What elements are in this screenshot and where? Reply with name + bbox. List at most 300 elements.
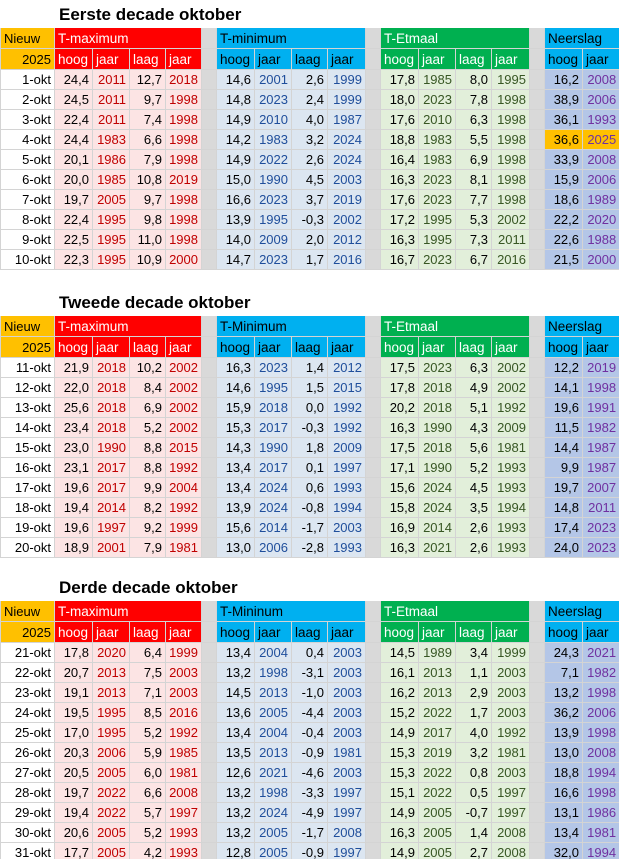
tmin-high[interactable]: 14,6	[217, 378, 255, 398]
neerslag-jaar-label[interactable]: jaar	[583, 49, 619, 70]
neerslag-year[interactable]: 1989	[583, 190, 619, 210]
date-cell[interactable]: 30-okt	[1, 823, 55, 843]
tmin-header[interactable]: T-Mininum	[217, 601, 366, 622]
tmin-high[interactable]: 13,4	[217, 643, 255, 663]
separator-cell[interactable]	[366, 358, 381, 378]
neerslag-year[interactable]: 1998	[583, 783, 619, 803]
neerslag-year[interactable]: 1998	[583, 723, 619, 743]
neerslag-year[interactable]: 2006	[583, 703, 619, 723]
tmax-high[interactable]: 22,5	[55, 230, 93, 250]
tetm-low[interactable]: 4,9	[456, 378, 492, 398]
tmax-low[interactable]: 6,9	[130, 398, 166, 418]
tmin-high-year[interactable]: 2004	[255, 643, 292, 663]
tetm-low[interactable]: 8,0	[456, 70, 492, 90]
tmin-low[interactable]: -0,3	[292, 418, 328, 438]
section-title[interactable]: Tweede decade oktober	[59, 293, 251, 312]
tmin-high[interactable]: 13,5	[217, 743, 255, 763]
tmin-low[interactable]: -0,3	[292, 210, 328, 230]
tetm-high[interactable]: 16,3	[381, 230, 419, 250]
tetm-high[interactable]: 16,2	[381, 683, 419, 703]
separator-cell[interactable]	[366, 643, 381, 663]
tetm-high-year[interactable]: 2017	[419, 723, 456, 743]
neerslag-header[interactable]: Neerslag	[545, 28, 619, 49]
tmax-high[interactable]: 20,7	[55, 663, 93, 683]
tmin-laag-label[interactable]: laag	[292, 49, 328, 70]
date-cell[interactable]: 1-okt	[1, 70, 55, 90]
neerslag-year[interactable]: 2008	[583, 743, 619, 763]
tmax-high[interactable]: 24,4	[55, 70, 93, 90]
separator-cell[interactable]	[530, 358, 545, 378]
neerslag-jaar-label[interactable]: jaar	[583, 622, 619, 643]
neerslag-high[interactable]: 9,9	[545, 458, 583, 478]
tmax-high[interactable]: 20,3	[55, 743, 93, 763]
tmin-high[interactable]: 14,6	[217, 70, 255, 90]
tmin-low[interactable]: -0,4	[292, 723, 328, 743]
tetm-high-year[interactable]: 2023	[419, 358, 456, 378]
neerslag-header[interactable]: Neerslag	[545, 601, 619, 622]
tmin-low[interactable]: -3,3	[292, 783, 328, 803]
tetm-high-year[interactable]: 1990	[419, 458, 456, 478]
tetm-high[interactable]: 17,1	[381, 458, 419, 478]
tetm-low-year[interactable]: 1998	[492, 90, 530, 110]
tmax-low[interactable]: 9,9	[130, 478, 166, 498]
tmax-low-year[interactable]: 1992	[166, 723, 202, 743]
separator-cell[interactable]	[530, 478, 545, 498]
tmin-jaar-label[interactable]: jaar	[255, 49, 292, 70]
tmax-low-year[interactable]: 2008	[166, 783, 202, 803]
tmin-high[interactable]: 14,2	[217, 130, 255, 150]
tmin-jaar-label[interactable]: jaar	[255, 622, 292, 643]
neerslag-high[interactable]: 18,8	[545, 763, 583, 783]
separator-cell[interactable]	[366, 398, 381, 418]
separator-cell[interactable]	[366, 190, 381, 210]
date-cell[interactable]: 12-okt	[1, 378, 55, 398]
tmax-low[interactable]: 9,7	[130, 190, 166, 210]
tetm-high[interactable]: 14,9	[381, 843, 419, 859]
separator-cell[interactable]	[530, 763, 545, 783]
neerslag-high[interactable]: 16,6	[545, 783, 583, 803]
date-cell[interactable]: 16-okt	[1, 458, 55, 478]
tmin-high-year[interactable]: 2005	[255, 703, 292, 723]
separator-cell[interactable]	[530, 378, 545, 398]
tetm-high[interactable]: 16,3	[381, 823, 419, 843]
tmax-low[interactable]: 12,7	[130, 70, 166, 90]
tetm-low-year[interactable]: 2003	[492, 763, 530, 783]
tetm-low-year[interactable]: 1981	[492, 438, 530, 458]
tmax-high[interactable]: 24,5	[55, 90, 93, 110]
tetm-low[interactable]: 2,6	[456, 538, 492, 558]
separator-cell[interactable]	[366, 438, 381, 458]
tmin-low[interactable]: 1,4	[292, 358, 328, 378]
neerslag-high[interactable]: 36,6	[545, 130, 583, 150]
tetm-low[interactable]: 1,4	[456, 823, 492, 843]
tmin-low[interactable]: 2,6	[292, 150, 328, 170]
neerslag-high[interactable]: 14,8	[545, 498, 583, 518]
neerslag-high[interactable]: 36,1	[545, 110, 583, 130]
tmax-high-year[interactable]: 1997	[93, 518, 130, 538]
date-cell[interactable]: 8-okt	[1, 210, 55, 230]
tmin-hoog-label[interactable]: hoog	[217, 337, 255, 358]
tetm-high[interactable]: 17,2	[381, 210, 419, 230]
tetm-low-year[interactable]: 2011	[492, 230, 530, 250]
neerslag-high[interactable]: 22,2	[545, 210, 583, 230]
tetm-low[interactable]: 6,3	[456, 110, 492, 130]
tetm-low-year[interactable]: 1998	[492, 110, 530, 130]
tetm-low[interactable]: 0,8	[456, 763, 492, 783]
tmin-low[interactable]: 0,0	[292, 398, 328, 418]
tetm-high-year[interactable]: 2018	[419, 438, 456, 458]
tmax-low-year[interactable]: 2003	[166, 683, 202, 703]
date-cell[interactable]: 29-okt	[1, 803, 55, 823]
neerslag-high[interactable]: 12,2	[545, 358, 583, 378]
separator-cell[interactable]	[366, 478, 381, 498]
date-cell[interactable]: 3-okt	[1, 110, 55, 130]
tmax-low-year[interactable]: 1998	[166, 190, 202, 210]
separator-cell[interactable]	[202, 190, 217, 210]
tmin-low-year[interactable]: 2024	[328, 150, 366, 170]
separator-cell[interactable]	[202, 230, 217, 250]
neerslag-high[interactable]: 13,1	[545, 803, 583, 823]
tmin-high-year[interactable]: 2017	[255, 418, 292, 438]
tmin-low[interactable]: -1,0	[292, 683, 328, 703]
tmin-high[interactable]: 14,3	[217, 438, 255, 458]
tetm-low-year[interactable]: 1993	[492, 518, 530, 538]
tetm-high-year[interactable]: 2022	[419, 763, 456, 783]
tetm-high-year[interactable]: 2005	[419, 823, 456, 843]
tmin-low[interactable]: -2,8	[292, 538, 328, 558]
separator-cell[interactable]	[530, 823, 545, 843]
tmin-low[interactable]: 1,8	[292, 438, 328, 458]
tetm-low-year[interactable]: 1994	[492, 498, 530, 518]
neerslag-year[interactable]: 2023	[583, 518, 619, 538]
tmax-low[interactable]: 10,9	[130, 250, 166, 270]
tetm-low-year[interactable]: 1998	[492, 170, 530, 190]
tmax-low[interactable]: 6,4	[130, 643, 166, 663]
tmax-low-year[interactable]: 1992	[166, 498, 202, 518]
tmin-high[interactable]: 13,4	[217, 458, 255, 478]
tetm-low-year[interactable]: 2009	[492, 418, 530, 438]
separator-cell[interactable]	[366, 378, 381, 398]
nieuw-label[interactable]: Nieuw	[1, 28, 55, 49]
tmax-high-year[interactable]: 1995	[93, 230, 130, 250]
neerslag-high[interactable]: 14,1	[545, 378, 583, 398]
tmax-low-year[interactable]: 2016	[166, 703, 202, 723]
tmax-low[interactable]: 9,7	[130, 90, 166, 110]
tetm-high-year[interactable]: 1983	[419, 130, 456, 150]
neerslag-high[interactable]: 15,9	[545, 170, 583, 190]
tmax-high[interactable]: 17,8	[55, 643, 93, 663]
separator-cell[interactable]	[202, 418, 217, 438]
tmin-low[interactable]: 3,2	[292, 130, 328, 150]
tmax-jaar-label[interactable]: jaar	[166, 49, 202, 70]
separator-cell[interactable]	[202, 783, 217, 803]
tmin-low-year[interactable]: 2003	[328, 170, 366, 190]
section-title[interactable]: Derde decade oktober	[59, 578, 238, 597]
separator-cell[interactable]	[530, 643, 545, 663]
neerslag-year[interactable]: 1988	[583, 230, 619, 250]
tetm-low[interactable]: 5,1	[456, 398, 492, 418]
tmax-high[interactable]: 25,6	[55, 398, 93, 418]
neerslag-year[interactable]: 2021	[583, 643, 619, 663]
tetm-jaar-label[interactable]: jaar	[492, 49, 530, 70]
tmax-low-year[interactable]: 2018	[166, 70, 202, 90]
separator-cell[interactable]	[202, 823, 217, 843]
tetm-low-year[interactable]: 1998	[492, 130, 530, 150]
tmax-high-year[interactable]: 2005	[93, 843, 130, 859]
neerslag-year[interactable]: 1994	[583, 843, 619, 859]
separator-cell[interactable]	[366, 803, 381, 823]
tetm-low-year[interactable]: 1997	[492, 803, 530, 823]
neerslag-header[interactable]: Neerslag	[545, 316, 619, 337]
tetm-jaar-label[interactable]: jaar	[492, 337, 530, 358]
separator-cell[interactable]	[530, 316, 545, 337]
tetm-low-year[interactable]: 2003	[492, 683, 530, 703]
tmin-low-year[interactable]: 2003	[328, 663, 366, 683]
tetm-jaar-label[interactable]: jaar	[419, 49, 456, 70]
tmax-jaar-label[interactable]: jaar	[93, 337, 130, 358]
date-cell[interactable]: 11-okt	[1, 358, 55, 378]
separator-cell[interactable]	[202, 538, 217, 558]
tmin-high-year[interactable]: 2005	[255, 843, 292, 859]
tetm-hoog-label[interactable]: hoog	[381, 49, 419, 70]
tmin-high-year[interactable]: 1995	[255, 378, 292, 398]
tmin-low[interactable]: 4,0	[292, 110, 328, 130]
tmax-jaar-label[interactable]: jaar	[93, 49, 130, 70]
tmax-high[interactable]: 19,6	[55, 518, 93, 538]
tetm-low[interactable]: 6,3	[456, 358, 492, 378]
neerslag-year[interactable]: 2000	[583, 250, 619, 270]
tmax-jaar-label[interactable]: jaar	[166, 337, 202, 358]
separator-cell[interactable]	[202, 316, 217, 337]
section-title[interactable]: Eerste decade oktober	[59, 5, 242, 24]
tetm-high-year[interactable]: 1990	[419, 418, 456, 438]
tmin-low-year[interactable]: 1993	[328, 478, 366, 498]
tetm-low[interactable]: 3,4	[456, 643, 492, 663]
separator-cell[interactable]	[366, 110, 381, 130]
separator-cell[interactable]	[366, 622, 381, 643]
tetm-high-year[interactable]: 2024	[419, 498, 456, 518]
neerslag-year[interactable]: 2006	[583, 90, 619, 110]
tmin-low-year[interactable]: 2003	[328, 683, 366, 703]
tetm-low-year[interactable]: 2008	[492, 823, 530, 843]
tmin-high-year[interactable]: 2024	[255, 498, 292, 518]
separator-cell[interactable]	[202, 498, 217, 518]
tmax-low[interactable]: 6,0	[130, 763, 166, 783]
tmin-low-year[interactable]: 2019	[328, 190, 366, 210]
separator-cell[interactable]	[366, 170, 381, 190]
tmax-high[interactable]: 20,6	[55, 823, 93, 843]
tmax-laag-label[interactable]: laag	[130, 337, 166, 358]
tmax-low[interactable]: 8,2	[130, 498, 166, 518]
tmax-low-year[interactable]: 1998	[166, 210, 202, 230]
neerslag-year[interactable]: 2023	[583, 538, 619, 558]
separator-cell[interactable]	[530, 663, 545, 683]
tmin-high-year[interactable]: 2013	[255, 743, 292, 763]
tetm-low-year[interactable]: 1993	[492, 458, 530, 478]
tmin-low-year[interactable]: 2012	[328, 358, 366, 378]
tmax-high[interactable]: 21,9	[55, 358, 93, 378]
tmin-hoog-label[interactable]: hoog	[217, 622, 255, 643]
neerslag-high[interactable]: 17,4	[545, 518, 583, 538]
date-cell[interactable]: 24-okt	[1, 703, 55, 723]
tetm-low-year[interactable]: 1981	[492, 743, 530, 763]
tmax-high[interactable]: 20,5	[55, 763, 93, 783]
separator-cell[interactable]	[530, 458, 545, 478]
tetm-low[interactable]: 2,7	[456, 843, 492, 859]
tetm-low-year[interactable]: 2003	[492, 703, 530, 723]
tmax-low[interactable]: 5,9	[130, 743, 166, 763]
date-cell[interactable]: 6-okt	[1, 170, 55, 190]
tetm-high[interactable]: 20,2	[381, 398, 419, 418]
date-cell[interactable]: 14-okt	[1, 418, 55, 438]
tmin-low[interactable]: -0,9	[292, 843, 328, 859]
date-cell[interactable]: 7-okt	[1, 190, 55, 210]
tetm-high[interactable]: 14,5	[381, 643, 419, 663]
tmin-high[interactable]: 13,0	[217, 538, 255, 558]
tmin-low[interactable]: -1,7	[292, 823, 328, 843]
tmin-low[interactable]: 1,7	[292, 250, 328, 270]
tmax-high-year[interactable]: 2020	[93, 643, 130, 663]
separator-cell[interactable]	[202, 70, 217, 90]
tmax-low[interactable]: 8,8	[130, 438, 166, 458]
separator-cell[interactable]	[366, 70, 381, 90]
neerslag-year[interactable]: 1993	[583, 110, 619, 130]
tmin-high-year[interactable]: 2018	[255, 398, 292, 418]
tmax-high-year[interactable]: 1990	[93, 438, 130, 458]
neerslag-high[interactable]: 11,5	[545, 418, 583, 438]
tmax-low[interactable]: 8,4	[130, 378, 166, 398]
tmin-high-year[interactable]: 2023	[255, 90, 292, 110]
tmax-low[interactable]: 7,1	[130, 683, 166, 703]
tmax-low[interactable]: 5,7	[130, 803, 166, 823]
tetm-high-year[interactable]: 1995	[419, 230, 456, 250]
tetm-high[interactable]: 14,9	[381, 803, 419, 823]
date-cell[interactable]: 25-okt	[1, 723, 55, 743]
tmin-low-year[interactable]: 2003	[328, 763, 366, 783]
tetm-high[interactable]: 16,7	[381, 250, 419, 270]
separator-cell[interactable]	[202, 478, 217, 498]
tmin-low-year[interactable]: 2016	[328, 250, 366, 270]
tetm-low[interactable]: -0,7	[456, 803, 492, 823]
tmax-low-year[interactable]: 2015	[166, 438, 202, 458]
separator-cell[interactable]	[366, 843, 381, 859]
tmin-high[interactable]: 14,7	[217, 250, 255, 270]
tetm-high-year[interactable]: 1989	[419, 643, 456, 663]
tmin-header[interactable]: T-minimum	[217, 28, 366, 49]
separator-cell[interactable]	[202, 643, 217, 663]
separator-cell[interactable]	[530, 703, 545, 723]
tmin-high[interactable]: 15,9	[217, 398, 255, 418]
tmin-low[interactable]: 4,5	[292, 170, 328, 190]
tmin-low-year[interactable]: 1992	[328, 418, 366, 438]
separator-cell[interactable]	[366, 418, 381, 438]
separator-cell[interactable]	[366, 723, 381, 743]
separator-cell[interactable]	[366, 783, 381, 803]
tetm-high-year[interactable]: 2023	[419, 170, 456, 190]
tetm-high-year[interactable]: 2024	[419, 478, 456, 498]
tetm-high[interactable]: 15,6	[381, 478, 419, 498]
tmin-high-year[interactable]: 2006	[255, 538, 292, 558]
tmax-header[interactable]: T-maximum	[55, 316, 202, 337]
tmax-low-year[interactable]: 2000	[166, 250, 202, 270]
neerslag-high[interactable]: 16,2	[545, 70, 583, 90]
tmax-high[interactable]: 19,1	[55, 683, 93, 703]
neerslag-high[interactable]: 14,4	[545, 438, 583, 458]
tmax-low-year[interactable]: 1998	[166, 110, 202, 130]
separator-cell[interactable]	[530, 498, 545, 518]
tetm-low-year[interactable]: 1998	[492, 150, 530, 170]
tetm-low[interactable]: 6,7	[456, 250, 492, 270]
separator-cell[interactable]	[530, 538, 545, 558]
separator-cell[interactable]	[530, 783, 545, 803]
separator-cell[interactable]	[530, 518, 545, 538]
separator-cell[interactable]	[530, 230, 545, 250]
tetm-high[interactable]: 17,8	[381, 70, 419, 90]
tmin-jaar-label[interactable]: jaar	[328, 622, 366, 643]
tmin-low[interactable]: -0,9	[292, 743, 328, 763]
tmin-header[interactable]: T-Minimum	[217, 316, 366, 337]
neerslag-year[interactable]: 1987	[583, 438, 619, 458]
neerslag-year[interactable]: 2006	[583, 170, 619, 190]
tetm-low-year[interactable]: 1993	[492, 538, 530, 558]
tetm-high-year[interactable]: 1995	[419, 210, 456, 230]
tetm-laag-label[interactable]: laag	[456, 49, 492, 70]
separator-cell[interactable]	[202, 458, 217, 478]
tmin-high[interactable]: 14,0	[217, 230, 255, 250]
separator-cell[interactable]	[530, 723, 545, 743]
tmax-high-year[interactable]: 2005	[93, 190, 130, 210]
neerslag-year[interactable]: 1998	[583, 683, 619, 703]
tetm-high[interactable]: 17,5	[381, 358, 419, 378]
tmin-high-year[interactable]: 2013	[255, 683, 292, 703]
tetm-header[interactable]: T-Etmaal	[381, 601, 530, 622]
tetm-low-year[interactable]: 2008	[492, 843, 530, 859]
tmin-low-year[interactable]: 1997	[328, 458, 366, 478]
tmax-high-year[interactable]: 1983	[93, 130, 130, 150]
tmin-high-year[interactable]: 2017	[255, 458, 292, 478]
tmin-high[interactable]: 13,2	[217, 823, 255, 843]
separator-cell[interactable]	[530, 803, 545, 823]
tmax-high[interactable]: 22,0	[55, 378, 93, 398]
tmax-high[interactable]: 19,4	[55, 498, 93, 518]
separator-cell[interactable]	[202, 518, 217, 538]
tmax-low[interactable]: 4,2	[130, 843, 166, 859]
tmin-low[interactable]: 0,6	[292, 478, 328, 498]
tmax-high-year[interactable]: 2011	[93, 90, 130, 110]
tmin-low[interactable]: -4,4	[292, 703, 328, 723]
tetm-high[interactable]: 16,1	[381, 663, 419, 683]
tetm-high[interactable]: 14,9	[381, 723, 419, 743]
tmax-high-year[interactable]: 2013	[93, 683, 130, 703]
tmin-high-year[interactable]: 1998	[255, 663, 292, 683]
tetm-high-year[interactable]: 2005	[419, 803, 456, 823]
tmax-jaar-label[interactable]: jaar	[93, 622, 130, 643]
tmax-high-year[interactable]: 1995	[93, 723, 130, 743]
separator-cell[interactable]	[366, 150, 381, 170]
tmax-low[interactable]: 7,5	[130, 663, 166, 683]
tmax-hoog-label[interactable]: hoog	[55, 49, 93, 70]
tmin-low-year[interactable]: 1997	[328, 783, 366, 803]
tetm-low-year[interactable]: 1992	[492, 398, 530, 418]
tmax-high[interactable]: 20,1	[55, 150, 93, 170]
neerslag-jaar-label[interactable]: jaar	[583, 337, 619, 358]
tmax-low[interactable]: 7,9	[130, 150, 166, 170]
neerslag-year[interactable]: 2008	[583, 150, 619, 170]
tmin-low[interactable]: 1,5	[292, 378, 328, 398]
tetm-high[interactable]: 16,9	[381, 518, 419, 538]
tmax-high[interactable]: 19,6	[55, 478, 93, 498]
tmax-high-year[interactable]: 2005	[93, 763, 130, 783]
